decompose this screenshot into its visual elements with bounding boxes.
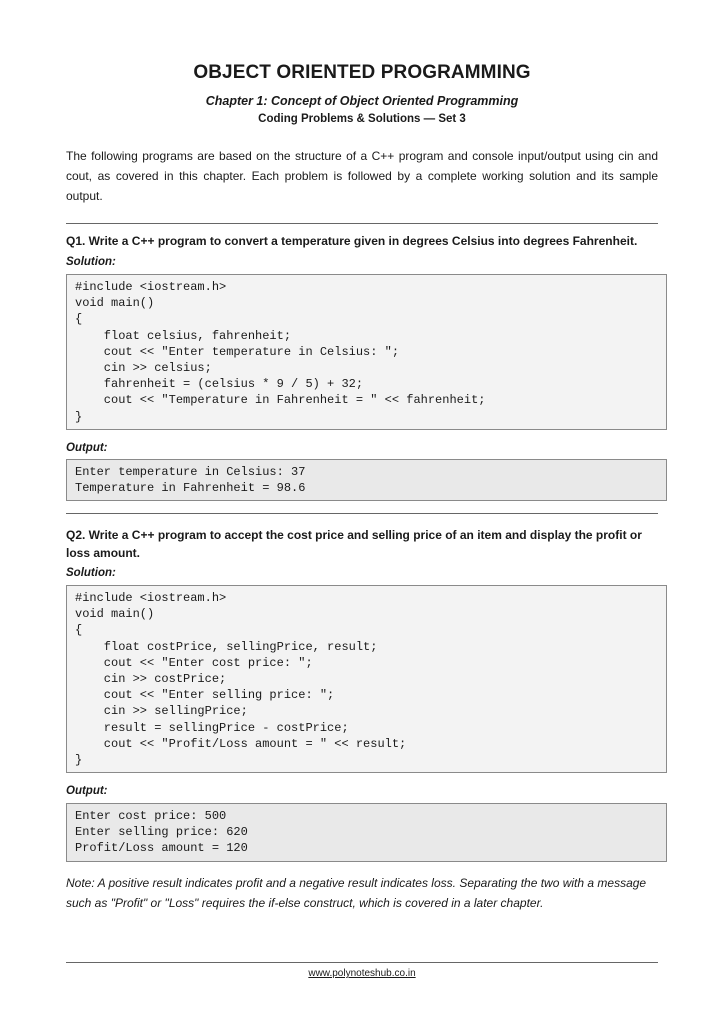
question-1-prompt: Q1. Write a C++ program to convert a temperature given in degrees Celsius into degrees Fahrenheit. [66, 234, 638, 248]
footer-divider [66, 962, 658, 963]
question-1-output-block: Enter temperature in Celsius: 37 Temperature in Fahrenheit = 98.6 [66, 459, 667, 501]
chapter-heading: Chapter 1: Concept of Object Oriented Programming [205, 94, 519, 108]
note-paragraph: Note: A positive result indicates profit and a negative result indicates loss. Separating the two with a message such as "Profit" or "Loss" requires the if-else construct, which is covered in a later chapter. [66, 876, 647, 910]
question-2-code-block: #include <iostream.h> void main() { float costPrice, sellingPrice, result; cout << "Enter cost price: "; cin >> costPrice; cout << "Enter selling price: "; cin >> sellingPrice; result = sellingPrice - costPrice; cout << "Profit/Loss amount = " << result; } [66, 585, 667, 773]
section-divider [66, 513, 658, 514]
footer-link[interactable]: www.polynoteshub.co.in [308, 968, 416, 979]
question-2-prompt: Q2. Write a C++ program to accept the cost price and selling price of an item and display the profit or loss amount. [66, 528, 642, 560]
question-2-output-block: Enter cost price: 500 Enter selling price: 620 Profit/Loss amount = 120 [66, 803, 667, 862]
question-2-output-label: Output: [66, 785, 108, 797]
question-1-output-label: Output: [66, 442, 108, 454]
intro-paragraph: The following programs are based on the structure of a C++ program and console input/output using cin and cout, as covered in this chapter. Each problem is followed by a complete working solution and its sample output. [66, 149, 658, 203]
document-title: OBJECT ORIENTED PROGRAMMING [193, 62, 531, 83]
question-1-solution-label: Solution: [66, 256, 116, 268]
question-1-code-block: #include <iostream.h> void main() { float celsius, fahrenheit; cout << "Enter temperature in Celsius: "; cin >> celsius; fahrenheit = (celsius * 9 / 5) + 32; cout << "Temperature in Fahrenheit = " << fahrenheit; } [66, 274, 667, 430]
section-divider [66, 223, 658, 224]
set-heading: Coding Problems & Solutions — Set 3 [258, 113, 466, 125]
question-2-solution-label: Solution: [66, 567, 116, 579]
